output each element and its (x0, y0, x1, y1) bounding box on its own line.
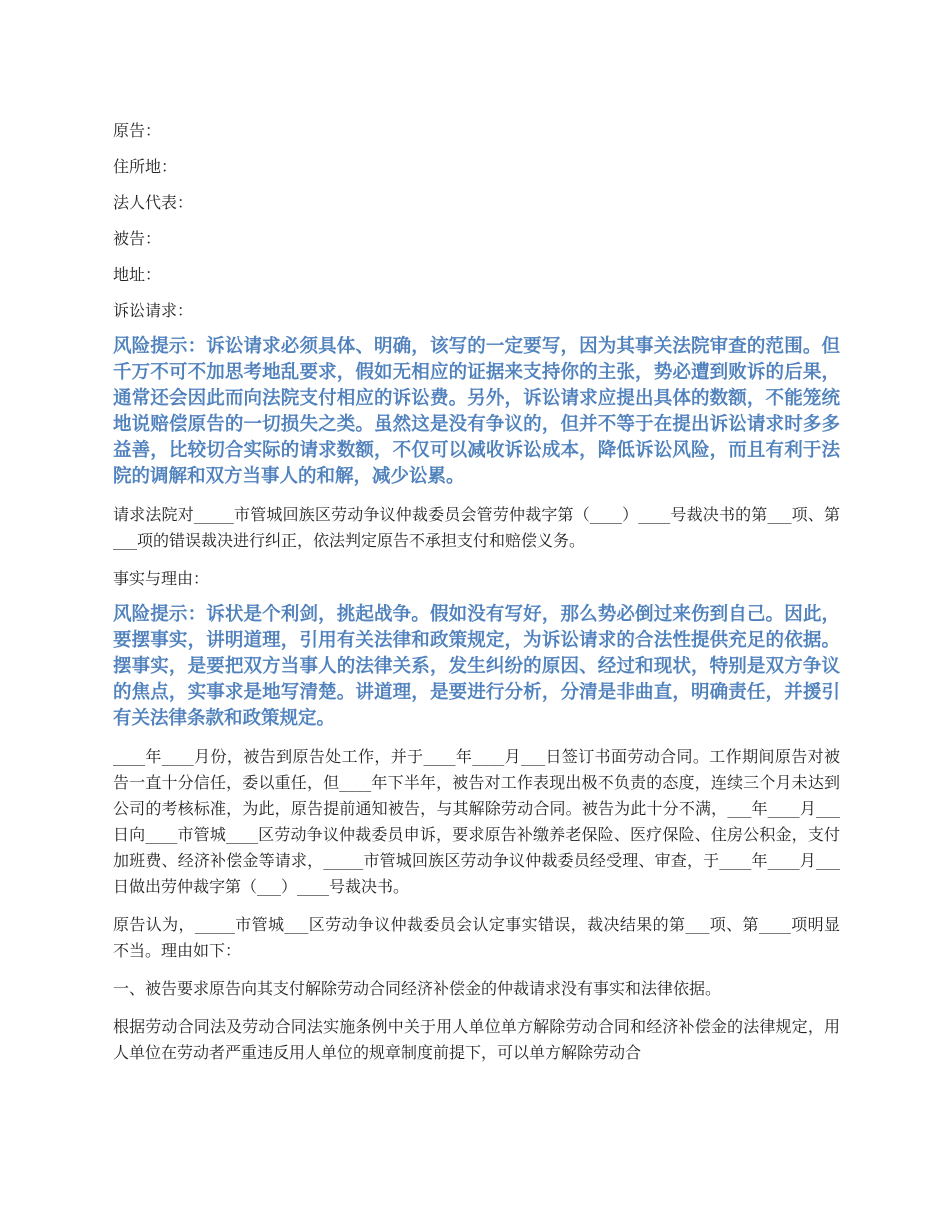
claims-label: 诉讼请求： (113, 301, 194, 320)
opinion-paragraph: 原告认为，_____市管城___区劳动争议仲裁委员会认定事实错误，裁决结果的第___项、第____项明显不当。理由如下： (113, 915, 840, 960)
request-paragraph: 请求法院对_____市管城回族区劳动争议仲裁委员会管劳仲裁字第（____）____号裁决书的第___项、第___项的错误裁决进行纠正，依法判定原告不承担支付和赔偿义务。 (113, 505, 840, 550)
risk-tip-claims: 风险提示：诉讼请求必须具体、明确，该写的一定要写，因为其事关法院审查的范围。但千万不可不加思考地乱要求，假如无相应的证据来支持你的主张，势必遭到败诉的后果，通常还会因此而向法院支付相应的诉讼费。另外，诉讼请求应提出具体的数额，不能笼统地说赔偿原告的一切损失之类。虽然这是没有争议的，但并不等于在提出诉讼请求时多多益善，比较切合实际的请求数额，不仅可以减收诉讼成本，降低诉讼风险，而且有利于法院的调解和双方当事人的和解，减少讼累。 (113, 336, 840, 487)
defendant-label: 被告： (113, 229, 162, 248)
address-label: 地址： (113, 265, 162, 284)
facts-heading: 事实与理由： (113, 569, 210, 588)
residence-label: 住所地： (113, 157, 178, 176)
plaintiff-label: 原告： (113, 121, 162, 140)
risk-tip-complaint: 风险提示：诉状是个利剑，挑起战争。假如没有写好，那么势必倒过来伤到自己。因此，要摆事实，讲明道理，引用有关法律和政策规定，为诉讼请求的合法性提供充足的依据。摆事实，是要把双方当事人的法律关系，发生纠纷的原因、经过和现状，特别是双方争议的焦点，实事求是地写清楚。讲道理，是要进行分析，分清是非曲直，明确责任，并援引有关法律条款和政策规定。 (113, 604, 840, 729)
facts-paragraph: ____年____月份，被告到原告处工作，并于____年____月___日签订书面劳动合同。工作期间原告对被告一直十分信任，委以重任，但____年下半年，被告对工作表现出极不负责的态度，连续三个月未达到公司的考核标准，为此，原告提前通知被告，与其解除劳动合同。被告为此十分不满，___年____月___日向____市管城____区劳动争议仲裁委员申诉，要求原告补缴养老保险、医疗保险、住房公积金，支付加班费、经济补偿金等请求，_____市管城回族区劳动争议仲裁委员经受理、审查，于____年____月___日做出劳仲裁字第（___）____号裁决书。 (113, 747, 840, 896)
point-one-paragraph: 一、被告要求原告向其支付解除劳动合同经济补偿金的仲裁请求没有事实和法律依据。 (113, 979, 722, 998)
legal-basis-paragraph: 根据劳动合同法及劳动合同法实施条例中关于用人单位单方解除劳动合同和经济补偿金的法律规定，用人单位在劳动者严重违反用人单位的规章制度前提下，可以单方解除劳动合 (113, 1017, 840, 1062)
legal-representative-label: 法人代表： (113, 193, 194, 212)
document-page (113, 118, 840, 1078)
